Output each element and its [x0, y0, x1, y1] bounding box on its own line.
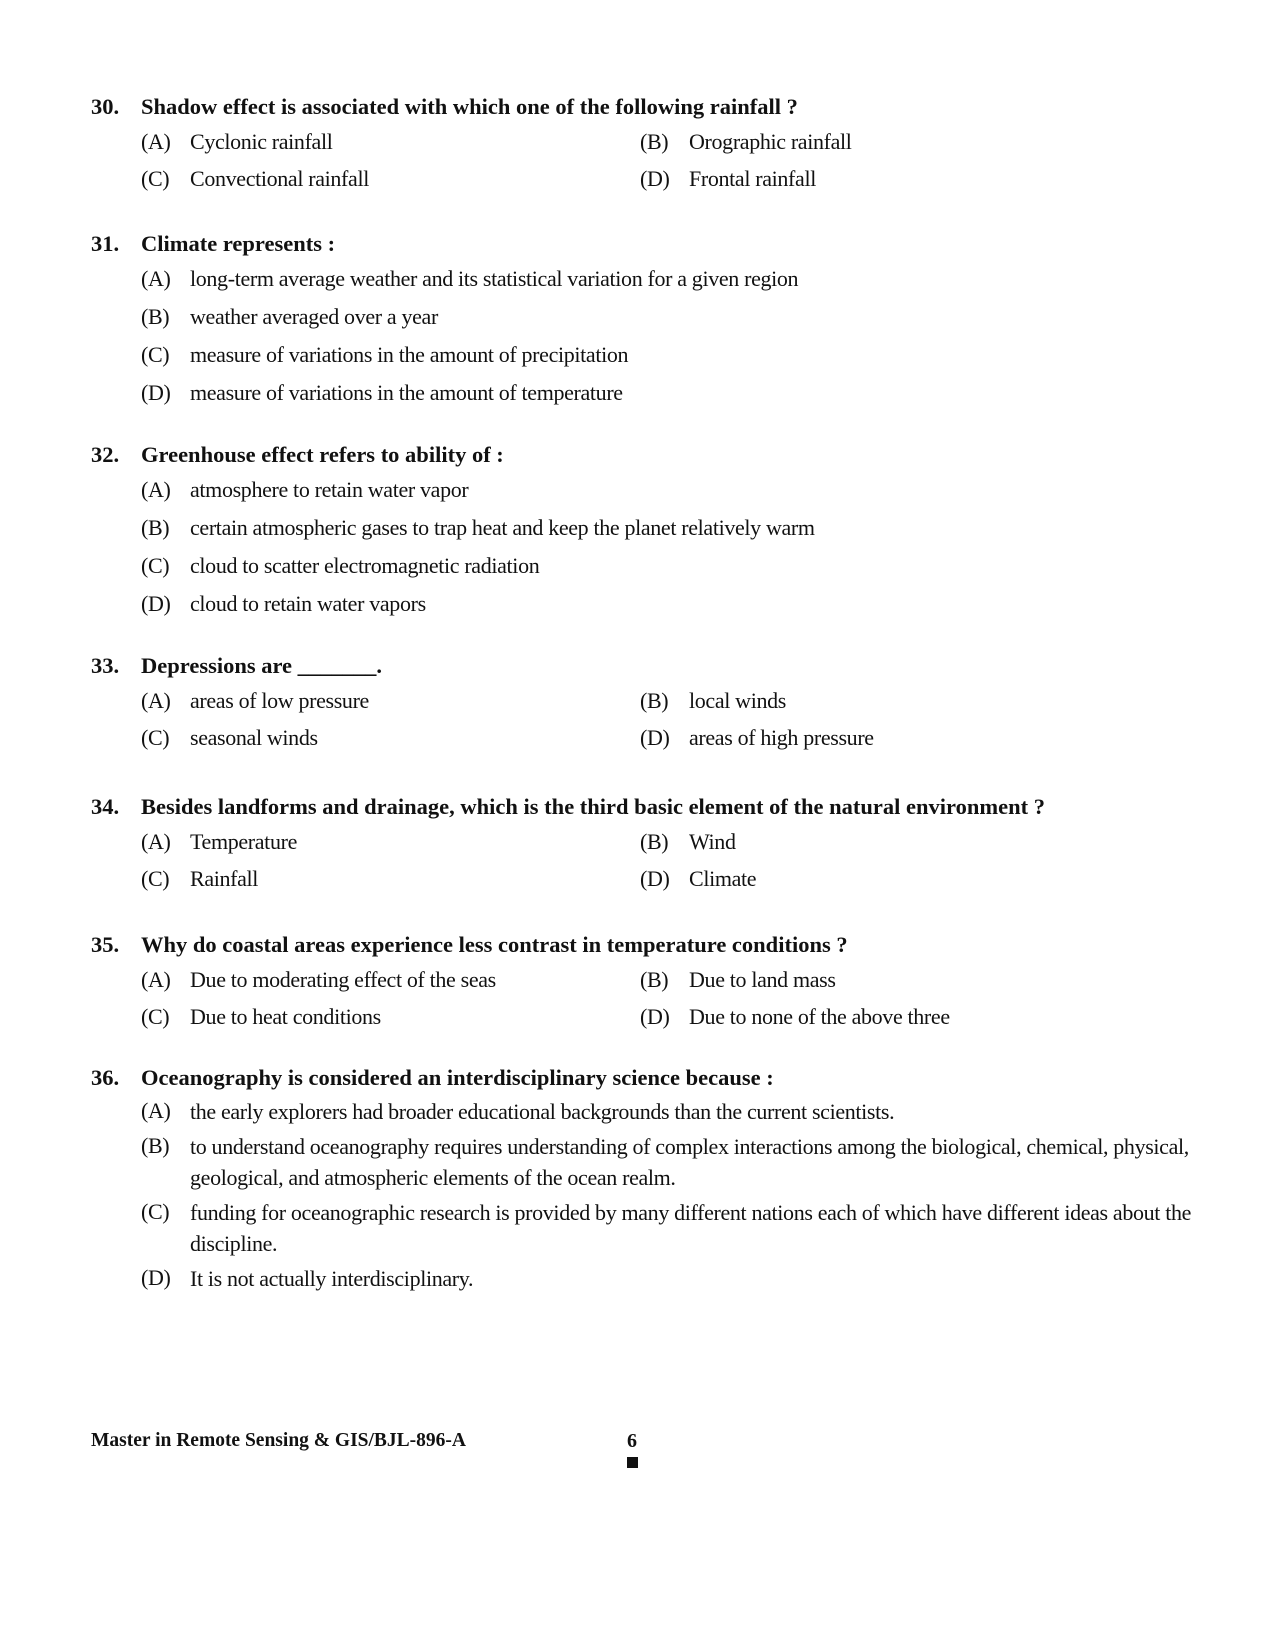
- option-c: [141, 551, 1201, 581]
- option-letter: (D): [141, 591, 171, 616]
- option-letter: (B): [141, 1133, 170, 1158]
- option-letter: (C): [141, 166, 170, 191]
- option-text: Orographic rainfall: [689, 129, 852, 154]
- option-letter: (B): [640, 129, 669, 154]
- option-text: areas of high pressure: [689, 725, 874, 750]
- question-text: Climate represents :: [141, 231, 336, 256]
- question-number: 33.: [91, 653, 120, 678]
- options-list: [141, 127, 1201, 194]
- option-letter: (C): [141, 1004, 170, 1029]
- option-letter: (A): [141, 266, 171, 291]
- option-letter: (B): [141, 304, 170, 329]
- option-b: [640, 686, 1200, 716]
- question-number: 35.: [91, 932, 120, 957]
- option-a: [141, 686, 640, 716]
- option-c: [141, 1002, 640, 1032]
- option-letter: (C): [141, 553, 170, 578]
- question-text: Why do coastal areas experience less contrast in temperature conditions ?: [141, 932, 848, 957]
- question-number: 32.: [91, 442, 120, 467]
- option-c: [141, 164, 640, 194]
- option-letter: (A): [141, 1098, 171, 1123]
- option-text: Climate: [689, 866, 757, 891]
- option-d: [640, 723, 1200, 753]
- question-32: [91, 440, 1201, 619]
- option-text: Frontal rainfall: [689, 166, 816, 191]
- option-a: [141, 264, 1201, 294]
- option-b: [640, 965, 1200, 995]
- option-letter: (C): [141, 342, 170, 367]
- question-number: 31.: [91, 231, 120, 256]
- option-b: [640, 827, 1200, 857]
- option-text: the early explorers had broader educational backgrounds than the current scientists.: [190, 1099, 895, 1124]
- option-text: Convectional rainfall: [190, 166, 369, 191]
- option-text: local winds: [689, 688, 786, 713]
- option-a: [141, 1096, 1201, 1127]
- option-letter: (D): [640, 166, 670, 191]
- option-text: cloud to retain water vapors: [190, 591, 426, 616]
- option-b: [640, 127, 1200, 157]
- option-text: Due to none of the above three: [689, 1004, 950, 1029]
- option-text: Wind: [689, 829, 736, 854]
- option-text: seasonal winds: [190, 725, 318, 750]
- question-35: [91, 930, 1201, 1032]
- question-number: 36.: [91, 1065, 120, 1090]
- question-text: Besides landforms and drainage, which is the third basic element of the natural environment ?: [141, 794, 1045, 819]
- option-text: Temperature: [190, 829, 297, 854]
- question-number: 34.: [91, 794, 120, 819]
- paper-code: Master in Remote Sensing & GIS/BJL-896-A: [91, 1430, 467, 1451]
- option-letter: (C): [141, 725, 170, 750]
- option-c: [141, 340, 1201, 370]
- option-text: weather averaged over a year: [190, 304, 438, 329]
- option-letter: (D): [141, 380, 171, 405]
- option-text: areas of low pressure: [190, 688, 369, 713]
- question-stem: [91, 1063, 1201, 1093]
- option-text: Cyclonic rainfall: [190, 129, 333, 154]
- question-36: [91, 1063, 1201, 1294]
- option-d: [640, 1002, 1200, 1032]
- option-text: Due to heat conditions: [190, 1004, 381, 1029]
- option-text: measure of variations in the amount of precipitation: [190, 342, 629, 367]
- option-letter: (A): [141, 129, 171, 154]
- option-b: [141, 302, 1201, 332]
- option-text: Rainfall: [190, 866, 259, 891]
- option-letter: (D): [640, 1004, 670, 1029]
- option-letter: (B): [640, 829, 669, 854]
- option-text: Due to land mass: [689, 967, 836, 992]
- option-letter: (D): [640, 866, 670, 891]
- option-a: [141, 127, 640, 157]
- option-letter: (A): [141, 477, 171, 502]
- question-text: Greenhouse effect refers to ability of :: [141, 442, 504, 467]
- options-list: [141, 965, 1201, 1032]
- option-a: [141, 827, 640, 857]
- question-stem: [91, 651, 1201, 681]
- question-stem: [91, 792, 1201, 822]
- option-text: certain atmospheric gases to trap heat and keep the planet relatively warm: [190, 515, 815, 540]
- question-31: [91, 229, 1201, 408]
- page-end-square-icon: [627, 1457, 638, 1468]
- option-a: [141, 965, 640, 995]
- option-text: atmosphere to retain water vapor: [190, 477, 469, 502]
- question-30: [91, 92, 1201, 194]
- option-c: [141, 864, 640, 894]
- option-letter: (B): [640, 688, 669, 713]
- option-c: [141, 1197, 1201, 1259]
- option-letter: (C): [141, 866, 170, 891]
- question-stem: [91, 92, 1201, 122]
- page-number: 6: [627, 1430, 637, 1452]
- question-stem: [91, 930, 1201, 960]
- option-letter: (C): [141, 1199, 170, 1224]
- option-text: cloud to scatter electromagnetic radiation: [190, 553, 540, 578]
- option-text: Due to moderating effect of the seas: [190, 967, 496, 992]
- option-letter: (D): [640, 725, 670, 750]
- option-letter: (A): [141, 967, 171, 992]
- question-stem: [91, 440, 1201, 470]
- question-text: Oceanography is considered an interdisciplinary science because :: [141, 1065, 774, 1090]
- question-text: Depressions are _______.: [141, 653, 383, 678]
- options-list: [141, 827, 1201, 894]
- option-d: [640, 864, 1200, 894]
- option-c: [141, 723, 640, 753]
- question-stem: [91, 229, 1201, 259]
- option-letter: (B): [141, 515, 170, 540]
- option-text: long-term average weather and its statistical variation for a given region: [190, 266, 799, 291]
- option-d: [141, 1263, 1201, 1294]
- question-text: Shadow effect is associated with which one of the following rainfall ?: [141, 94, 798, 119]
- option-d: [141, 589, 1201, 619]
- option-b: [141, 513, 1201, 543]
- option-letter: (D): [141, 1265, 171, 1290]
- option-letter: (A): [141, 829, 171, 854]
- option-text: It is not actually interdisciplinary.: [190, 1266, 474, 1291]
- options-list: [141, 475, 1201, 619]
- options-list: [141, 686, 1201, 753]
- options-list: [141, 1096, 1201, 1294]
- option-letter: (B): [640, 967, 669, 992]
- question-34: [91, 792, 1201, 894]
- option-text: to understand oceanography requires understanding of complex interactions among the biological, chemical, physical, geological, and atmospheric elements of the ocean realm.: [190, 1134, 1189, 1190]
- option-text: measure of variations in the amount of temperature: [190, 380, 623, 405]
- option-b: [141, 1131, 1201, 1193]
- options-list: [141, 264, 1201, 408]
- option-d: [141, 378, 1201, 408]
- option-a: [141, 475, 1201, 505]
- option-text: funding for oceanographic research is provided by many different nations each of which have different ideas about the discipline.: [190, 1200, 1192, 1256]
- question-number: 30.: [91, 94, 120, 119]
- question-33: [91, 651, 1201, 753]
- option-d: [640, 164, 1200, 194]
- option-letter: (A): [141, 688, 171, 713]
